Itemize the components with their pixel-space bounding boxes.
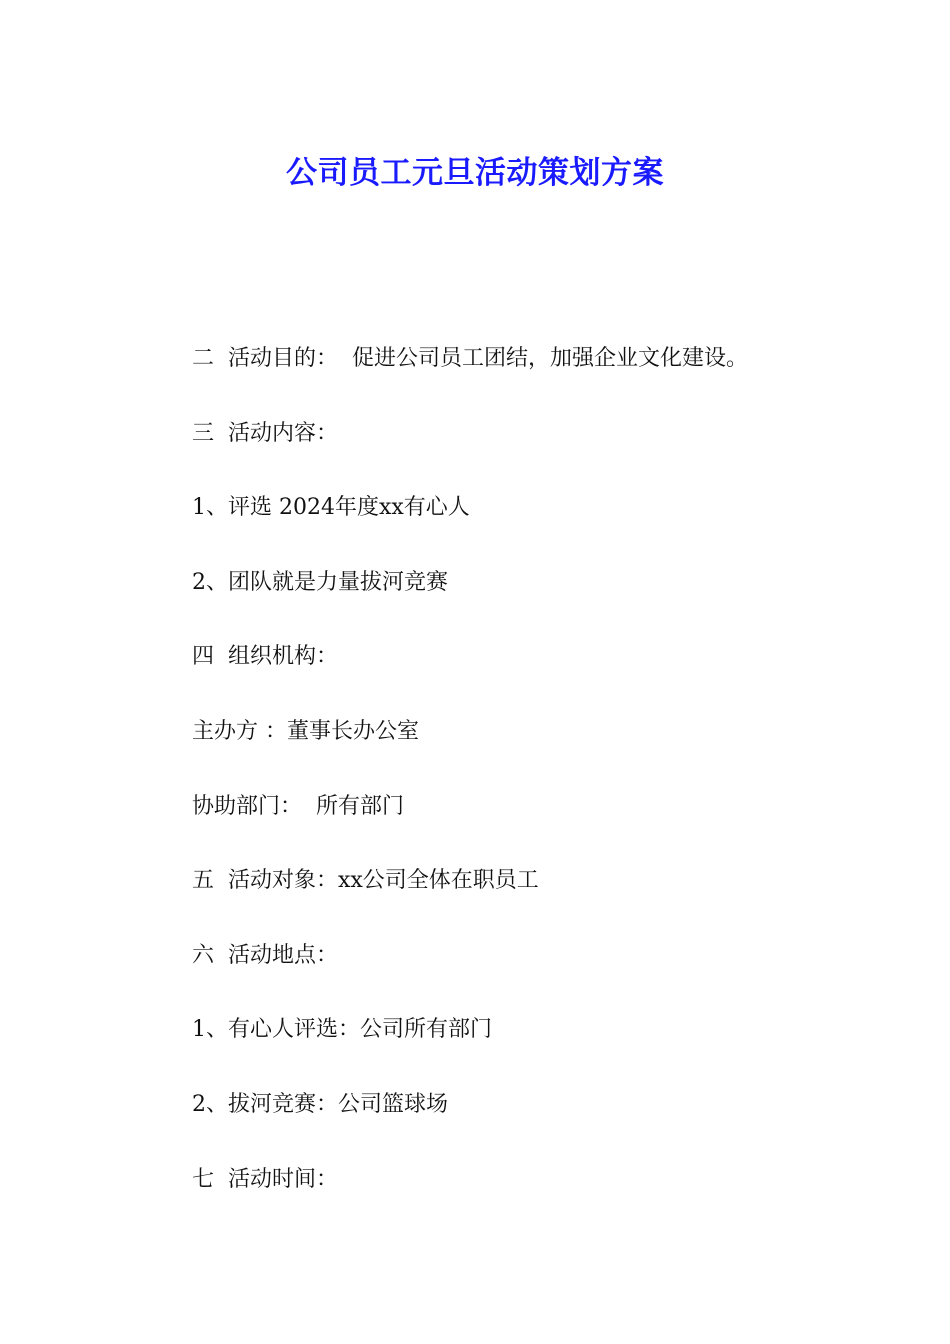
document-title: 公司员工元旦活动策划方案 [286, 154, 664, 191]
section-content-heading: 三 活动内容： [192, 420, 338, 446]
section-location-heading: 六 活动地点： [192, 942, 338, 968]
document-body [192, 340, 892, 1235]
content-item-1: 1、评选 2024年度xx有心人 [192, 495, 470, 521]
location-item-1: 1、有心人评选：公司所有部门 [192, 1017, 492, 1043]
content-item-2: 2、团队就是力量拔河竞赛 [192, 569, 448, 595]
organizer-line: 主办方 ：董事长办公室 [192, 718, 419, 744]
section-purpose-line: 二 活动目的： 促进公司员工团结，加强企业文化建设。 [192, 346, 748, 371]
section-organization-heading: 四 组织机构： [192, 644, 338, 670]
section-time-heading: 七 活动时间： [192, 1166, 338, 1192]
location-item-2: 2、拔河竞赛：公司篮球场 [192, 1091, 448, 1117]
section-audience-line: 五 活动对象：xx公司全体在职员工 [192, 868, 539, 894]
co-organizer-line: 协助部门： 所有部门 [192, 793, 404, 819]
